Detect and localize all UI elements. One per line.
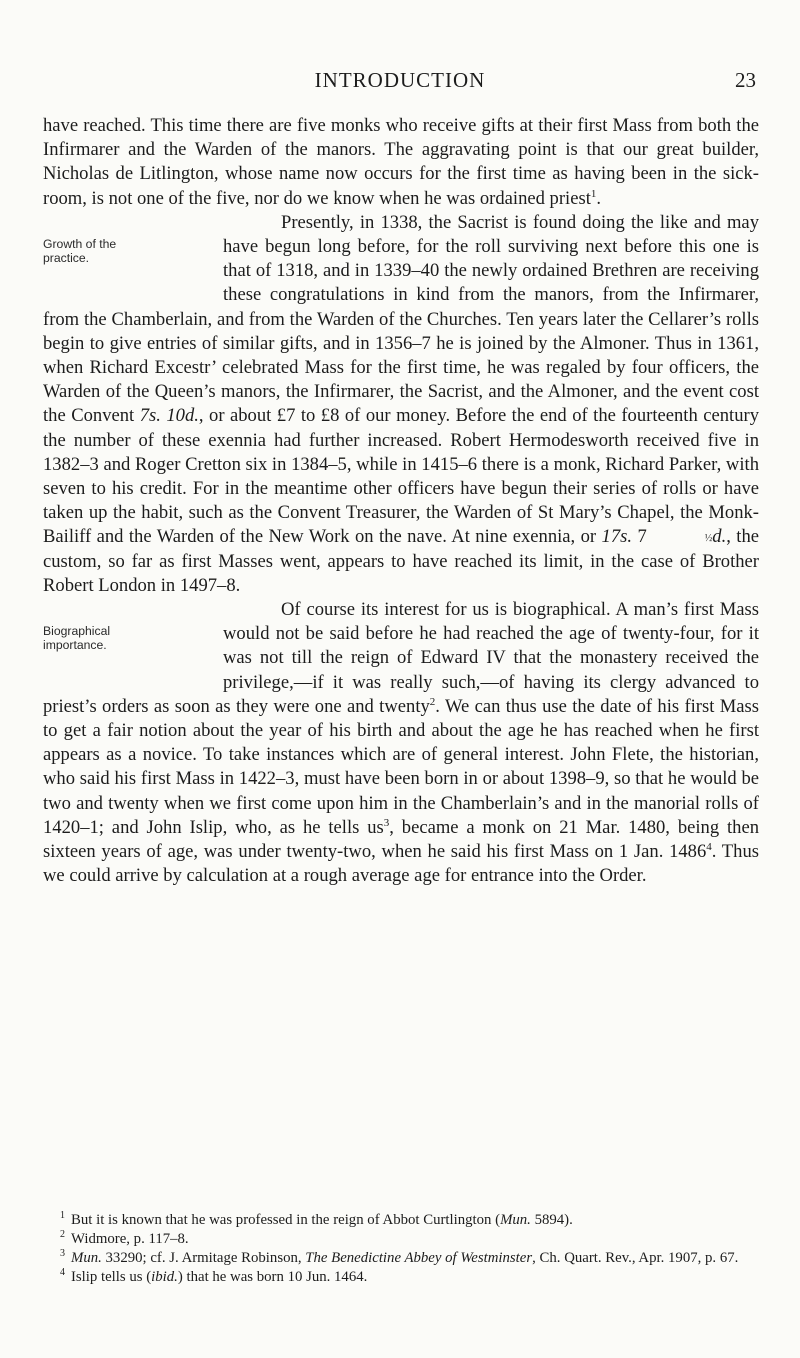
footnote-4: 4 Islip tells us (ibid.) that he was born 10 Jun. 1464. [60,1267,368,1285]
amount-pence: 10d. [166,405,199,427]
footnote-2: 2 Widmore, p. 117–8. [60,1229,189,1247]
footnote-text: , Ch. Quart. Rev., Apr. 1907, p. 67. [532,1250,739,1266]
footnote-ref-3: 3 [383,816,390,829]
paragraph-2 [43,211,759,598]
p3-mid: . We can thus use the date of his first Mass to get a fair notion about the year of his birth and about the age he has reached when he first appears as a novice. To take instances which are of general interest. John Flete, the historian, who said his first Mass in 1422–3, must have been born in or about 1398–9, so that he would be two and twenty when we first come upon him in the Chamberlain’s and in the manorial rolls of 1420–1; and John Islip, who, as he tells us [43,695,759,838]
amount-17s: 17s. [601,526,633,548]
footnote-italic-title: The Benedictine Abbey of Westminster [305,1250,533,1266]
paragraph-1 [43,114,759,211]
footnote-text: But it is known that he was professed in the reign of Abbot Curtlington ( [71,1212,501,1228]
running-head: INTRODUCTION [314,68,486,92]
footnote-italic: ibid. [151,1269,178,1285]
footnote-italic: Mun. [500,1212,531,1228]
p3-end: . Thus we could arrive by calculation at a rough average age for entrance into the Order. [43,841,759,887]
footnote-text: Islip tells us ( [71,1269,152,1285]
paragraph-3 [43,598,759,888]
p2-end: , the custom, so far as first Masses went, appears to have reached its limit, in the case of Brother Robert London in 1497–8. [43,526,760,596]
footnote-text: 5894). [530,1212,573,1228]
margin-note-biographical-box [43,598,223,695]
p1-end: . [596,187,602,209]
p3-text: Of course its interest for us is biographical. A man’s first Mass would not be said before he had reached the age of twenty-four, for it was not till the reign of Edward IV that the monastery received the privilege,—if it was really such,—of having its clergy advanced to priest’s orders as soon as they were one and twenty [43,599,759,717]
page-header [0,60,800,100]
footnote-text: Widmore, p. 117–8. [71,1231,189,1247]
amount-pence-2: d. [712,526,727,548]
p3-mid-2: , became a monk on 21 Mar. 1480, being then sixteen years of age, was under twenty-two, when he said his first Mass on 1 Jan. 1486 [43,816,759,863]
footnote-text: 33290; cf. J. Armitage Robinson, [101,1250,306,1266]
margin-note-growth-box [43,211,223,308]
footnote-1: 1 But it is known that he was professed in the reign of Abbot Curtlington (Mun. 5894). [60,1210,573,1228]
body-text [43,114,759,889]
footnote-3: 3 Mun. 33290; cf. J. Armitage Robinson, The Benedictine Abbey of Westminster, Ch. Quart. Rev., Apr. 1907, p. 67. [60,1248,739,1266]
footnote-ref-2: 2 [429,695,436,708]
p1-text: have reached. This time there are five monks who receive gifts at their first Mass from both the Infirmarer and the Warden of the manors. The aggravating point is that our great builder, Nicholas de Litlington, whose name now occurs for the first time as having been in the sick-room, is not one of the five, nor do we know when he was ordained priest [43,115,759,209]
margin-note-growth: Growth of the practice. [43,236,117,265]
p2-mid: , or about £7 to £8 of our money. Before the end of the fourteenth century the number of these exennia had further increased. Robert Hermodesworth received five in 1382–3 and Roger Cretton six in 1384–5, while in 1415–6 there is a monk, Richard Parker, with seven to his credit. For in the meantime other officers have begun their series of rolls or have taken up the habit, such as the Convent Treasurer, the Warden of St Mary’s Chapel, the Monk-Bailiff and the Warden of the New Work on the nave. At nine exennia, or [43,405,759,548]
footnote-ref-1: 1 [590,187,597,200]
p2-text: Presently, in 1338, the Sacrist is found doing the like and may have begun long before, for the roll surviving next before this one is that of 1318, and in 1339–40 the newly ordained Brethren are receiving these congratulations in kind from the manors, from the Infirmarer, from the Chamberlain, and from the Warden of the Churches. Ten years later the Cellarer’s rolls begin to give entries of similar gifts, and in 1356–7 he is joined by the Almoner. Thus in 1361, when Richard Excestr’ celebrated Mass for the first time, he was regaled by four officers, the Warden of the Queen’s manors, the Infirmarer, the Sacrist, and the Almoner, and the event cost the Convent [43,211,759,427]
page-number: 23 [735,68,756,92]
footnote-text: ) that he was born 10 Jun. 1464. [177,1269,368,1285]
footnote-ref-4: 4 [706,840,712,853]
margin-note-biographical: Biographical importance. [43,624,111,653]
footnote-italic: Mun. [71,1250,102,1266]
amount-7: 7 [637,526,647,548]
amount-shillings: 7s. [139,405,161,427]
amount-fraction: ½ [704,532,713,544]
footnotes [43,1211,759,1287]
